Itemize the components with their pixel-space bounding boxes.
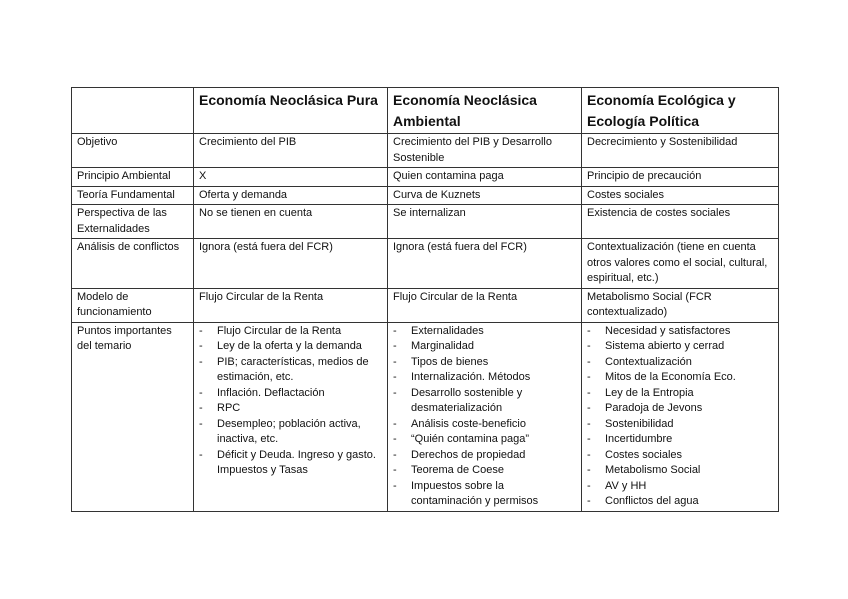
bullet-dash-icon: - <box>587 371 591 383</box>
list-item-text: “Quién contamina paga” <box>411 433 530 445</box>
list-item-text: Paradoja de Jevons <box>605 402 703 414</box>
table-row <box>72 134 779 168</box>
bullet-dash-icon: - <box>587 464 591 476</box>
list-item <box>393 386 577 417</box>
list-item-text: Externalidades <box>411 324 484 337</box>
table-cell: Curva de Kuznets <box>388 186 582 205</box>
row-label: Modelo de funcionamiento <box>72 288 194 322</box>
list-item-text: Derechos de propiedad <box>411 448 526 461</box>
list-item-text: Incertidumbre <box>605 433 673 445</box>
bullet-dash-icon: - <box>199 340 203 352</box>
table-row <box>72 205 779 239</box>
table-cell: Principio de precaución <box>582 168 779 187</box>
bullet-dash-icon: - <box>393 386 397 399</box>
header-neoclassical-pure: Economía Neoclásica Pura <box>194 88 388 134</box>
table-cell <box>388 322 582 511</box>
row-label: Principio Ambiental <box>72 168 194 187</box>
table-row-key-points <box>72 322 779 511</box>
header-neoclassical-environmental: Economía Neoclásica Ambiental <box>388 88 582 134</box>
list-item <box>393 324 577 340</box>
list-item <box>587 401 774 417</box>
table-row <box>72 239 779 289</box>
bullet-list <box>587 324 774 510</box>
bullet-dash-icon: - <box>393 371 397 383</box>
comparison-table <box>71 87 779 512</box>
bullet-list <box>199 324 383 479</box>
list-item-text: Sostenibilidad <box>605 417 674 430</box>
table-cell <box>194 322 388 511</box>
table-cell: Se internalizan <box>388 205 582 239</box>
list-item <box>587 370 774 386</box>
bullet-dash-icon: - <box>393 433 397 445</box>
table-cell: Quien contamina paga <box>388 168 582 187</box>
list-item <box>587 463 774 479</box>
list-item <box>587 417 774 433</box>
list-item-text: Tipos de bienes <box>411 355 489 368</box>
bullet-dash-icon: - <box>393 464 397 476</box>
list-item-text: Ley de la Entropia <box>605 386 694 399</box>
list-item-text: Ley de la oferta y la demanda <box>217 340 362 352</box>
bullet-dash-icon: - <box>393 355 397 368</box>
list-item-text: Déficit y Deuda. Ingreso y gasto. Impuestos y Tasas <box>217 448 376 476</box>
list-item <box>393 463 577 479</box>
bullet-dash-icon: - <box>199 324 203 337</box>
bullet-dash-icon: - <box>587 495 591 507</box>
row-label: Análisis de conflictos <box>72 239 194 289</box>
table-cell: Existencia de costes sociales <box>582 205 779 239</box>
bullet-dash-icon: - <box>199 355 203 368</box>
table-cell: Costes sociales <box>582 186 779 205</box>
list-item <box>199 386 383 402</box>
list-item <box>393 370 577 386</box>
table-row <box>72 288 779 322</box>
table-cell: No se tienen en cuenta <box>194 205 388 239</box>
list-item <box>199 339 383 355</box>
list-item-text: Impuestos sobre la contaminación y permisos <box>411 479 539 507</box>
list-item <box>393 355 577 371</box>
list-item <box>393 339 577 355</box>
list-item <box>393 448 577 464</box>
list-item <box>587 479 774 495</box>
list-item <box>587 494 774 510</box>
bullet-dash-icon: - <box>393 417 397 430</box>
list-item <box>587 339 774 355</box>
bullet-dash-icon: - <box>587 402 591 414</box>
table-cell: Flujo Circular de la Renta <box>194 288 388 322</box>
bullet-dash-icon: - <box>587 340 591 352</box>
bullet-dash-icon: - <box>199 386 203 399</box>
list-item-text: Sistema abierto y cerrad <box>605 340 725 352</box>
bullet-dash-icon: - <box>393 448 397 461</box>
list-item-text: Teorema de Coese <box>411 464 504 476</box>
table-cell: Ignora (está fuera del FCR) <box>194 239 388 289</box>
table-row <box>72 168 779 187</box>
bullet-dash-icon: - <box>587 386 591 399</box>
table-cell: X <box>194 168 388 187</box>
bullet-dash-icon: - <box>393 324 397 337</box>
row-label: Perspectiva de las Externalidades <box>72 205 194 239</box>
bullet-dash-icon: - <box>199 448 203 461</box>
list-item <box>393 432 577 448</box>
table-cell: Metabolismo Social (FCR contextualizado) <box>582 288 779 322</box>
list-item-text: Mitos de la Economía Eco. <box>605 371 736 383</box>
bullet-dash-icon: - <box>587 355 591 368</box>
header-row <box>72 88 779 134</box>
list-item-text: Desarrollo sostenible y desmaterialización <box>411 386 523 414</box>
list-item <box>587 448 774 464</box>
list-item-text: Conflictos del agua <box>605 495 699 507</box>
bullet-dash-icon: - <box>393 479 397 492</box>
bullet-dash-icon: - <box>587 324 591 337</box>
table-cell: Flujo Circular de la Renta <box>388 288 582 322</box>
table-cell: Decrecimiento y Sostenibilidad <box>582 134 779 168</box>
list-item-text: Análisis coste-beneficio <box>411 417 526 430</box>
bullet-dash-icon: - <box>199 417 203 430</box>
row-label: Puntos importantes del temario <box>72 322 194 511</box>
list-item <box>587 432 774 448</box>
table-cell: Oferta y demanda <box>194 186 388 205</box>
bullet-dash-icon: - <box>393 340 397 352</box>
list-item-text: Flujo Circular de la Renta <box>217 324 342 337</box>
list-item-text: RPC <box>217 402 241 414</box>
list-item <box>199 324 383 340</box>
list-item-text: Internalización. Métodos <box>411 371 531 383</box>
header-corner-cell <box>72 88 194 134</box>
table-cell: Crecimiento del PIB y Desarrollo Sostenible <box>388 134 582 168</box>
list-item <box>199 417 383 448</box>
list-item-text: PIB; características, medios de estimación, etc. <box>217 355 369 383</box>
bullet-dash-icon: - <box>199 402 203 414</box>
list-item-text: Necesidad y satisfactores <box>605 324 731 337</box>
bullet-dash-icon: - <box>587 448 591 461</box>
list-item-text: Costes sociales <box>605 448 683 461</box>
bullet-list <box>393 324 577 510</box>
list-item <box>199 401 383 417</box>
list-item <box>393 417 577 433</box>
row-label: Teoría Fundamental <box>72 186 194 205</box>
table-cell: Crecimiento del PIB <box>194 134 388 168</box>
table-cell: Ignora (está fuera del FCR) <box>388 239 582 289</box>
list-item-text: Inflación. Deflactación <box>217 386 325 399</box>
list-item-text: Desempleo; población activa, inactiva, etc. <box>217 417 361 445</box>
table-cell <box>582 322 779 511</box>
bullet-dash-icon: - <box>587 479 591 492</box>
header-ecological-political-ecology: Economía Ecológica y Ecología Política <box>582 88 779 134</box>
list-item-text: Metabolismo Social <box>605 464 701 476</box>
row-label: Objetivo <box>72 134 194 168</box>
table-row <box>72 186 779 205</box>
table-cell: Contextualización (tiene en cuenta otros valores como el social, cultural, espiritual, etc.) <box>582 239 779 289</box>
list-item-text: AV y HH <box>605 479 647 492</box>
bullet-dash-icon: - <box>587 433 591 445</box>
list-item <box>199 355 383 386</box>
list-item-text: Marginalidad <box>411 340 474 352</box>
list-item <box>587 386 774 402</box>
list-item-text: Contextualización <box>605 355 692 368</box>
list-item <box>587 324 774 340</box>
list-item <box>199 448 383 479</box>
list-item <box>587 355 774 371</box>
bullet-dash-icon: - <box>587 417 591 430</box>
list-item <box>393 479 577 510</box>
